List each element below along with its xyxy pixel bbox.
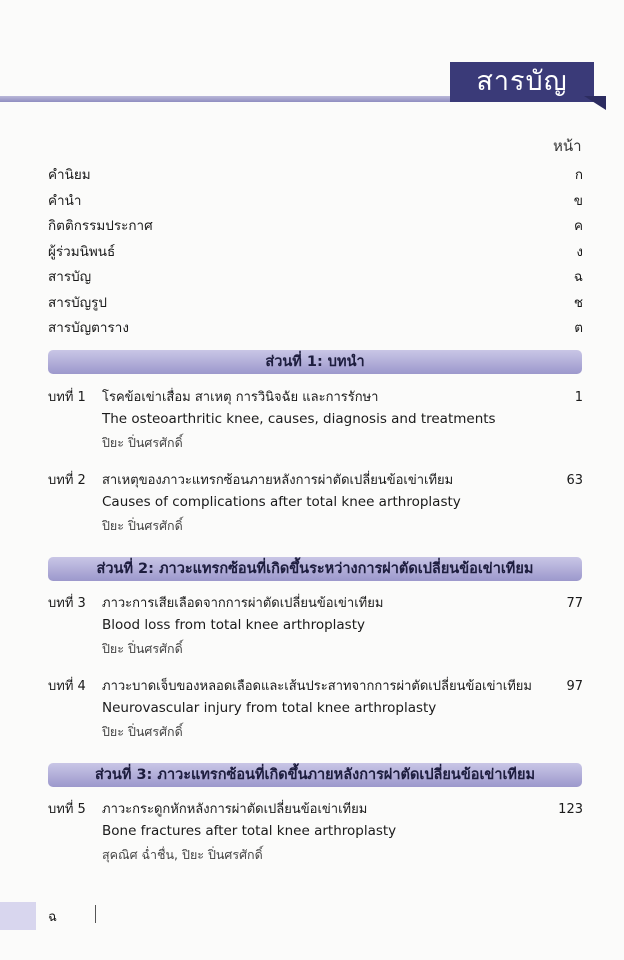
- toc-entry[interactable]: [48, 316, 583, 342]
- chapter-number: บทที่ 5: [48, 802, 86, 817]
- entry-page: ง: [576, 243, 583, 260]
- entry-label: สารบัญ: [48, 269, 92, 285]
- chapter-4[interactable]: [48, 676, 583, 739]
- chapter-page: 97: [566, 679, 583, 694]
- chapter-title-en: Causes of complications after total knee arthroplasty: [102, 494, 461, 510]
- entry-label: คำนำ: [48, 192, 82, 209]
- chapter-title-th: ภาวะการเสียเลือดจากการผ่าตัดเปลี่ยนข้อเข่าเทียม: [102, 596, 384, 611]
- toc-entry[interactable]: [48, 265, 583, 291]
- entry-page: ข: [573, 192, 583, 209]
- chapter-author: ปิยะ ปิ่นศรศักดิ์: [102, 641, 183, 656]
- chapter-title-en: Blood loss from total knee arthroplasty: [102, 617, 365, 633]
- toc-entry[interactable]: [48, 214, 583, 240]
- title-tab-fold: [584, 96, 606, 110]
- toc-entry[interactable]: [48, 189, 583, 215]
- entry-label: คำนิยม: [48, 167, 91, 183]
- entry-page: ต: [574, 320, 583, 336]
- chapter-page: 1: [574, 390, 583, 405]
- toc-entry[interactable]: [48, 163, 583, 189]
- toc-entry[interactable]: [48, 240, 583, 266]
- part-2-banner: ส่วนที่ 2: ภาวะแทรกซ้อนที่เกิดขึ้นระหว่างการผ่าตัดเปลี่ยนข้อเข่าเทียม: [48, 557, 582, 581]
- chapter-title-th: ภาวะบาดเจ็บของหลอดเลือดและเส้นประสาทจากการผ่าตัดเปลี่ยนข้อเข่าเทียม: [102, 679, 532, 694]
- chapter-author: สุคณิศ ฉ่ำชื่น, ปิยะ ปิ่นศรศักดิ์: [102, 847, 263, 862]
- chapter-page: 63: [566, 473, 583, 488]
- chapter-5[interactable]: [48, 799, 583, 862]
- entry-page: ก: [574, 167, 583, 183]
- chapter-author: ปิยะ ปิ่นศรศักดิ์: [102, 435, 183, 450]
- chapter-author: ปิยะ ปิ่นศรศักดิ์: [102, 724, 183, 739]
- entry-label: กิตติกรรมประกาศ: [48, 218, 153, 234]
- entry-page: ฉ: [573, 269, 583, 285]
- footer-tab: [0, 902, 36, 930]
- chapter-page: 77: [566, 596, 583, 611]
- entry-label: สารบัญรูป: [48, 294, 107, 311]
- chapter-number: บทที่ 3: [48, 596, 86, 611]
- chapter-number: บทที่ 1: [48, 390, 86, 405]
- chapter-3[interactable]: [48, 593, 583, 656]
- toc-title: สารบัญ: [450, 62, 594, 102]
- entry-label: สารบัญตาราง: [48, 320, 129, 336]
- footer-divider: [95, 905, 96, 923]
- chapter-author: ปิยะ ปิ่นศรศักดิ์: [102, 518, 183, 533]
- chapter-title-en: Bone fractures after total knee arthroplasty: [102, 823, 397, 839]
- entry-page: ช: [573, 294, 583, 311]
- part-3-banner: ส่วนที่ 3: ภาวะแทรกซ้อนที่เกิดขึ้นภายหลังการผ่าตัดเปลี่ยนข้อเข่าเทียม: [48, 763, 582, 787]
- part-1-banner: ส่วนที่ 1: บทนำ: [48, 350, 582, 374]
- entry-page: ค: [573, 218, 583, 234]
- chapter-title-th: สาเหตุของภาวะแทรกซ้อนภายหลังการผ่าตัดเปลี่ยนข้อเข่าเทียม: [102, 473, 454, 488]
- footer-page-number: ฉ: [48, 910, 57, 925]
- front-matter-list: [48, 163, 583, 342]
- page-column-label: หน้า: [553, 137, 582, 155]
- chapter-1[interactable]: [48, 387, 583, 450]
- chapter-title-th: ภาวะกระดูกหักหลังการผ่าตัดเปลี่ยนข้อเข่าเทียม: [102, 802, 368, 817]
- toc-entry[interactable]: [48, 291, 583, 317]
- chapter-title-th: โรคข้อเข่าเสื่อม สาเหตุ การวินิจฉัย และการรักษา: [102, 390, 379, 405]
- chapter-title-en: Neurovascular injury from total knee arthroplasty: [102, 700, 437, 716]
- chapter-number: บทที่ 4: [48, 679, 86, 694]
- chapter-page: 123: [558, 802, 583, 817]
- chapter-2[interactable]: [48, 470, 583, 533]
- chapter-title-en: The osteoarthritic knee, causes, diagnosis and treatments: [102, 411, 496, 427]
- chapter-number: บทที่ 2: [48, 473, 86, 488]
- entry-label: ผู้ร่วมนิพนธ์: [48, 243, 116, 260]
- header-rule: [0, 96, 470, 102]
